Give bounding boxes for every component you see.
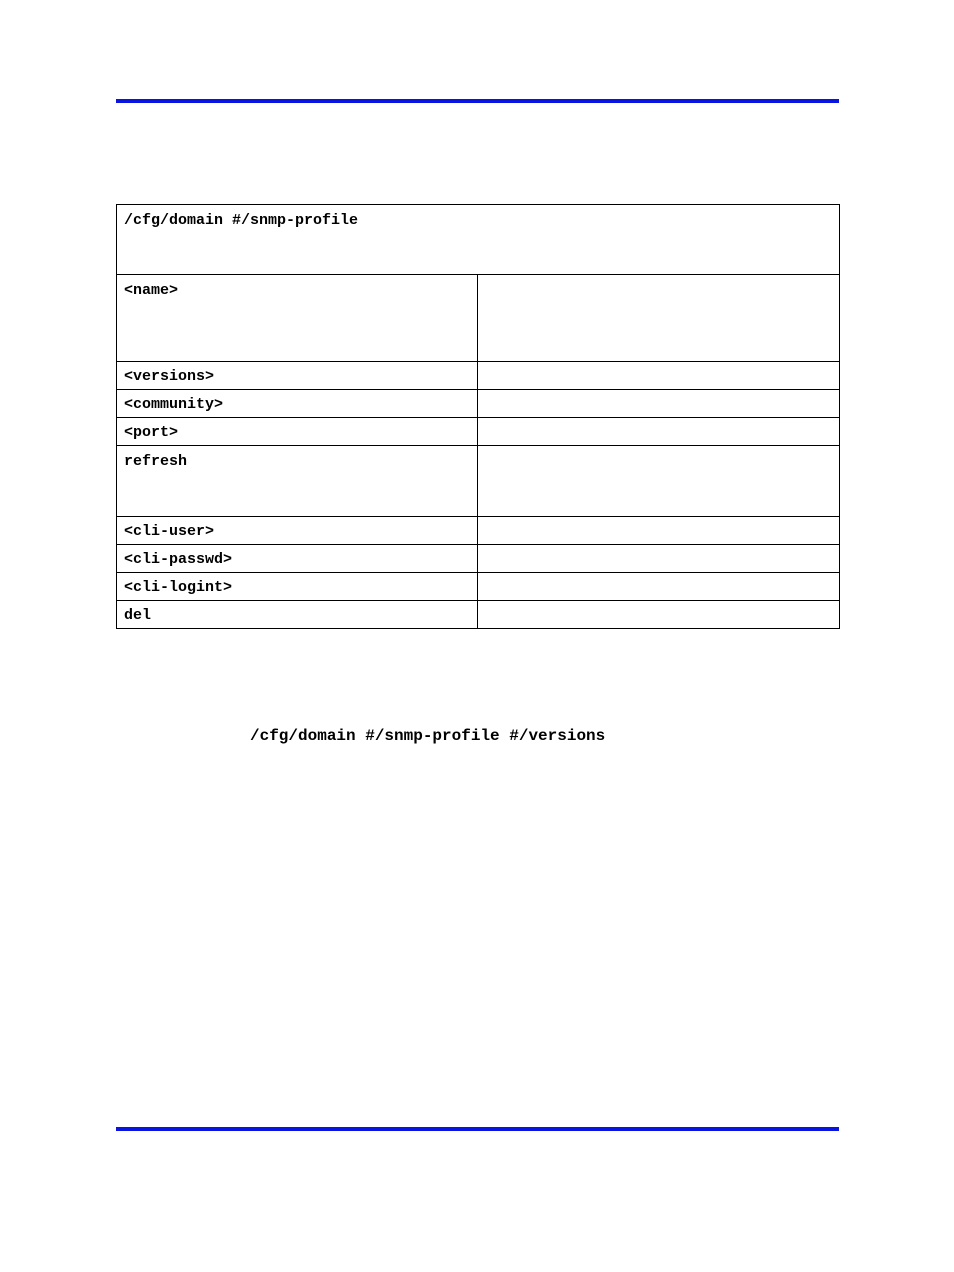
command-cell: <cli-logint> <box>117 573 478 601</box>
description-cell <box>478 573 840 601</box>
description-cell <box>478 390 840 418</box>
menu-path-heading: /cfg/domain #/snmp-profile #/versions <box>250 727 606 745</box>
table-title: /cfg/domain #/snmp-profile <box>117 205 840 275</box>
table-row <box>117 573 840 601</box>
table-row <box>117 517 840 545</box>
command-cell: <versions> <box>117 362 478 390</box>
table-row <box>117 362 840 390</box>
description-cell <box>478 545 840 573</box>
description-cell <box>478 517 840 545</box>
table-row <box>117 601 840 629</box>
command-cell: <community> <box>117 390 478 418</box>
description-cell <box>478 446 840 517</box>
table-header-row <box>117 205 840 275</box>
command-cell: <cli-user> <box>117 517 478 545</box>
header-rule <box>116 99 839 103</box>
table-row <box>117 418 840 446</box>
command-cell: <name> <box>117 275 478 362</box>
table-row <box>117 545 840 573</box>
footer-rule <box>116 1127 839 1131</box>
command-table <box>116 204 840 629</box>
description-cell <box>478 418 840 446</box>
table-row <box>117 446 840 517</box>
table-row <box>117 275 840 362</box>
command-cell: del <box>117 601 478 629</box>
command-cell: <cli-passwd> <box>117 545 478 573</box>
command-cell: refresh <box>117 446 478 517</box>
description-cell <box>478 362 840 390</box>
description-cell <box>478 601 840 629</box>
table-row <box>117 390 840 418</box>
command-cell: <port> <box>117 418 478 446</box>
description-cell <box>478 275 840 362</box>
